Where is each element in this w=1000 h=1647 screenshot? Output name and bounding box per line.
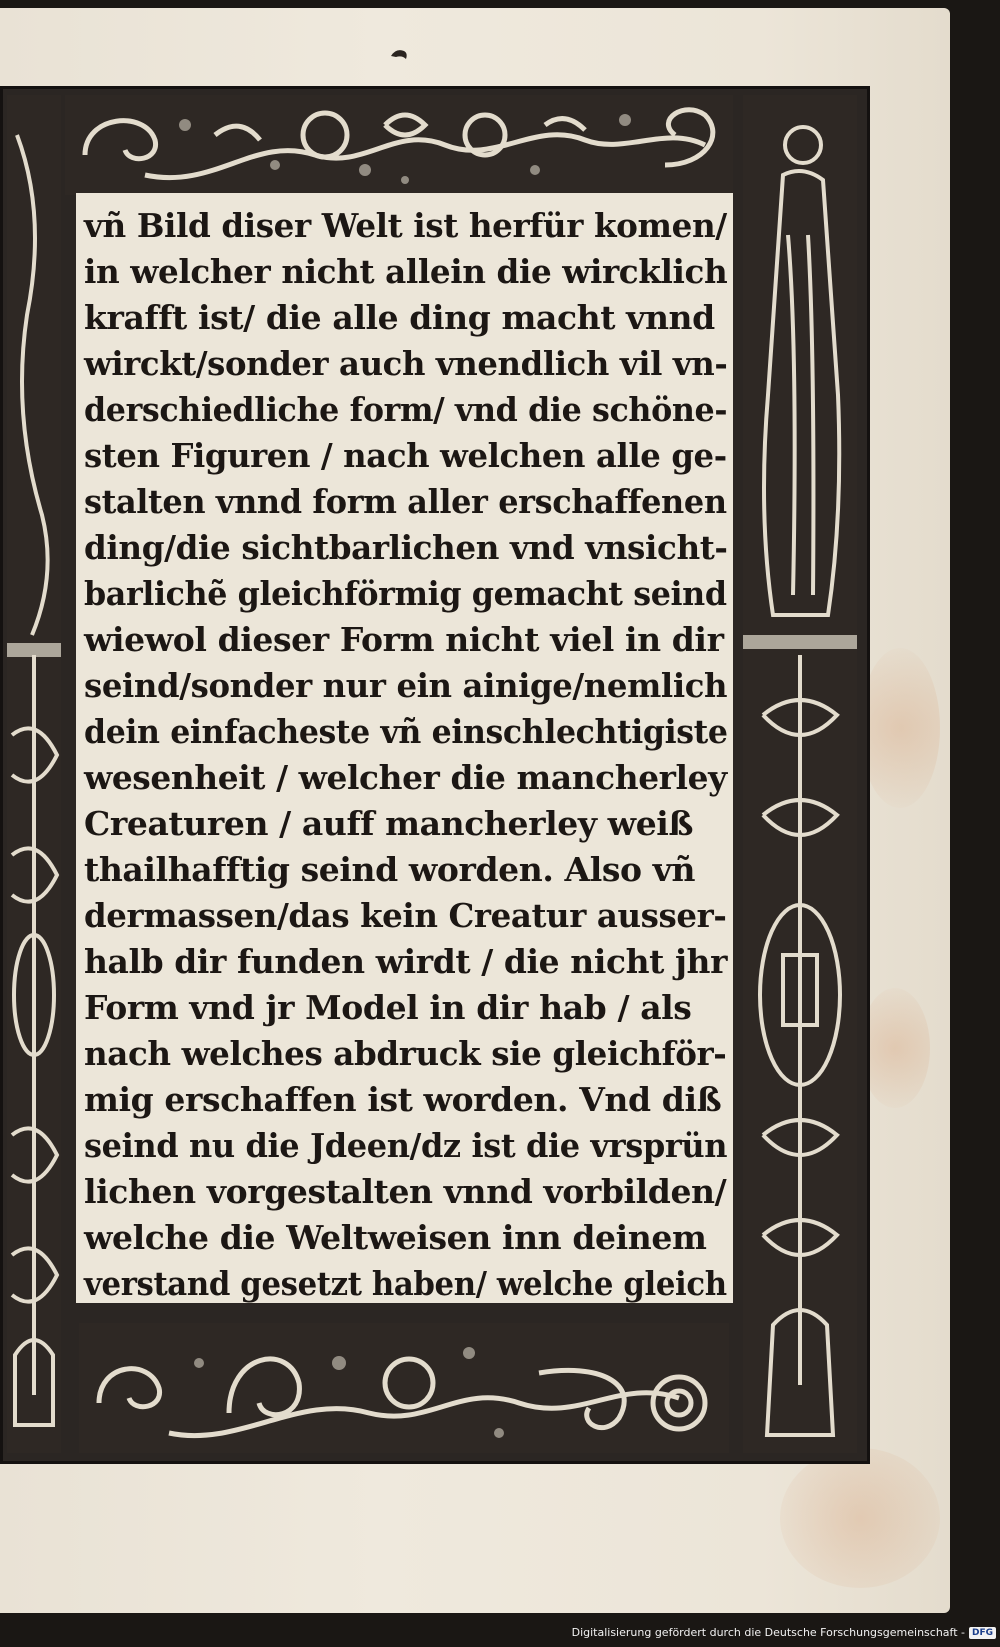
left-ornament-column xyxy=(7,95,61,1453)
book-page xyxy=(0,8,950,1613)
text-line: wiewol dieser Form nicht viel in dir xyxy=(84,620,724,659)
text-line: welche die Weltweisen inn deinem xyxy=(84,1218,707,1257)
right-ornament-column xyxy=(743,95,857,1453)
text-line: ding/die sichtbarlichen vnd vnsicht- xyxy=(84,528,728,567)
text-line: krafft ist/ die alle ding macht vnnd xyxy=(84,298,715,337)
text-line: dermassen/das kein Creatur ausser- xyxy=(84,896,727,935)
text-line: derschiedliche form/ vnd die schöne- xyxy=(84,390,728,429)
bottom-ornament-panel xyxy=(79,1323,729,1453)
text-line: wesenheit / welcher die mancherley xyxy=(84,758,727,797)
text-line: seind nu die Jdeen/dz ist die vrsprün xyxy=(84,1126,728,1165)
text-line: lichen vorgestalten vnnd vorbilden/ xyxy=(84,1172,727,1211)
text-line: Creaturen / auff mancherley weiß xyxy=(84,804,694,843)
top-ornament-panel xyxy=(65,95,733,195)
text-line: in welcher nicht allein die wircklich xyxy=(84,252,728,291)
text-line: nach welches abdruck sie gleichför- xyxy=(84,1034,727,1073)
text-line: vñ Bild diser Welt ist herfür komen/ xyxy=(84,206,727,245)
text-line: mig erschaffen ist worden. Vnd diß xyxy=(84,1080,722,1119)
text-line: thailhafftig seind worden. Also vñ xyxy=(84,850,696,889)
text-block xyxy=(76,193,733,1303)
dfg-logo-icon: DFG xyxy=(969,1627,996,1639)
text-line: sten Figuren / nach welchen alle ge- xyxy=(84,436,727,475)
text-line: halb dir funden wirdt / die nicht jhr xyxy=(84,942,728,981)
text-line: stalten vnnd form aller erschaffenen xyxy=(84,482,727,521)
text-line: dein einfacheste vñ einschlechtigiste xyxy=(84,712,728,751)
text-line: barlichẽ gleichförmig gemacht seind xyxy=(84,574,727,613)
ink-mark-icon xyxy=(388,46,410,62)
text-line: seind/sonder nur ein ainige/nemlich xyxy=(84,666,728,705)
credit-text: Digitalisierung gefördert durch die Deutsche Forschungsgemeinschaft - xyxy=(571,1626,965,1639)
text-line: verstand gesetzt haben/ welche gleich xyxy=(84,1264,727,1303)
text-line: Form vnd jr Model in dir hab / als xyxy=(84,988,692,1027)
digitization-credit xyxy=(572,1623,996,1643)
text-line: wirckt/sonder auch vnendlich vil vn- xyxy=(84,344,728,383)
